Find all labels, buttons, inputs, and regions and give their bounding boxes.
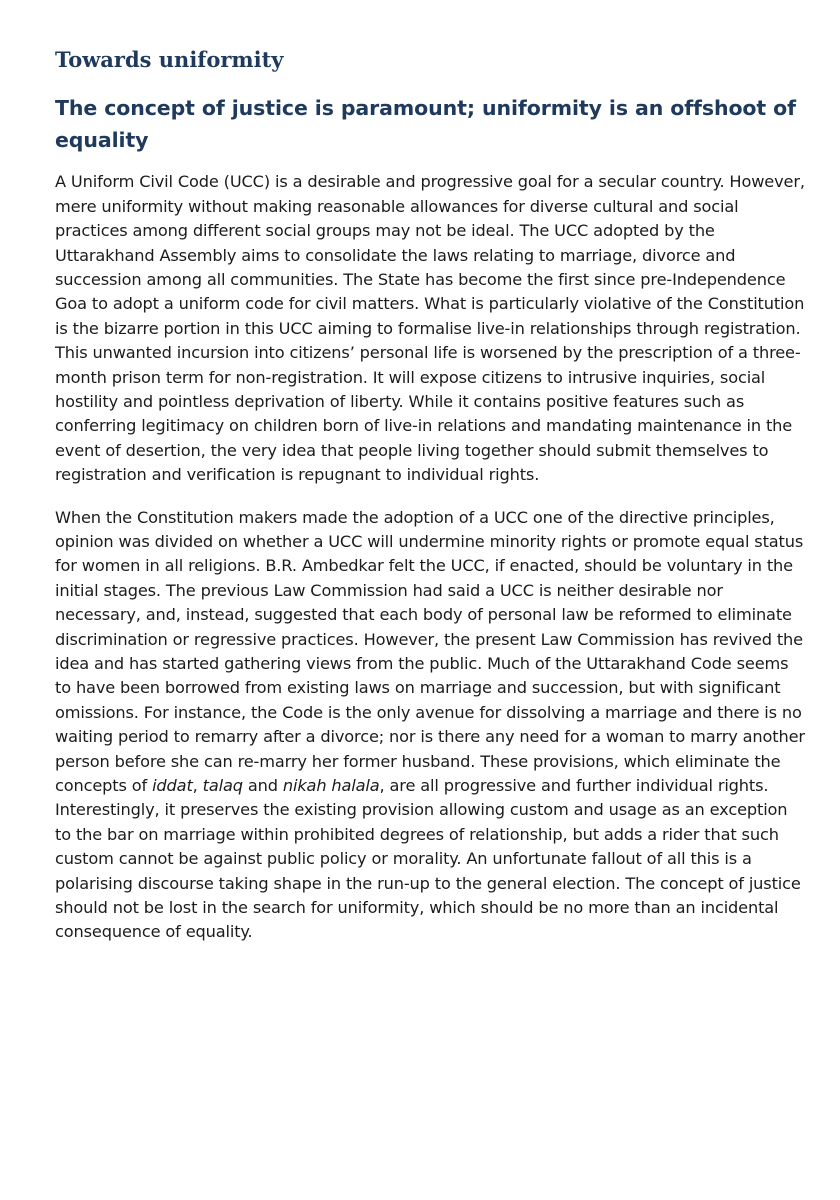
term-nikah-halala: nikah halala xyxy=(282,776,380,796)
section-kicker: Towards uniformity xyxy=(55,47,284,72)
paragraph-2-text-b: , are all progressive and further individual rights. Interestingly, it preserves the existing provision allowing custom and usage as an exception to the bar on marriage within prohibited degrees of relationship, but adds a rider that such custom cannot be against public policy or morality. An unfortunate fallout of all this is a polarising discourse taking shape in the run-up to the general election. The concept of justice should not be lost in the search for uniformity, which should be no more than an incidental consequence of equality. xyxy=(55,776,801,942)
separator-2: and xyxy=(242,776,283,796)
term-talaq: talaq xyxy=(202,776,243,796)
paragraph-1: A Uniform Civil Code (UCC) is a desirable and progressive goal for a secular country. However, mere uniformity without making reasonable allowances for diverse cultural and social practices among different social groups may not be ideal. The UCC adopted by the Uttarakhand Assembly aims to consolidate the laws relating to marriage, divorce and succession among all communities. The State has become the first since pre-Independence Goa to adopt a uniform code for civil matters. What is particularly violative of the Constitution is the bizarre portion in this UCC aiming to formalise live-in relationships through registration. This unwanted incursion into citizens’ personal life is worsened by the prescription of a three-month prison term for non-registration. It will expose citizens to intrusive inquiries, social hostility and pointless deprivation of liberty. While it contains positive features such as conferring legitimacy on children born of live-in relations and mandating maintenance in the event of desertion, the very idea that people living together should submit themselves to registration and verification is repugnant to individual rights. xyxy=(55,172,805,485)
paragraph-2-text-a: When the Constitution makers made the adoption of a UCC one of the directive principles, opinion was divided on whether a UCC will undermine minority rights or promote equal status for women in all religions. B.R. Ambedkar felt the UCC, if enacted, should be voluntary in the initial stages. The previous Law Commission had said a UCC is neither desirable nor necessary, and, instead, suggested that each body of personal law be reformed to eliminate discrimination or regressive practices. However, the present Law Commission has revived the idea and has started gathering views from the public. Much of the Uttarakhand Code seems to have been borrowed from existing laws on marriage and succession, but with significant omissions. For instance, the Code is the only avenue for dissolving a marriage and there is no waiting period to remarry after a divorce; nor is there any need for a woman to marry another person before she can re-marry her former husband. These provisions, which eliminate the concepts of xyxy=(55,507,805,796)
article-headline: The concept of justice is paramount; uniformity is an offshoot of equality xyxy=(55,96,796,153)
separator-1: , xyxy=(192,776,203,796)
term-iddat: iddat xyxy=(152,776,193,796)
editorial-article xyxy=(55,46,805,963)
paragraph-2 xyxy=(55,506,805,945)
